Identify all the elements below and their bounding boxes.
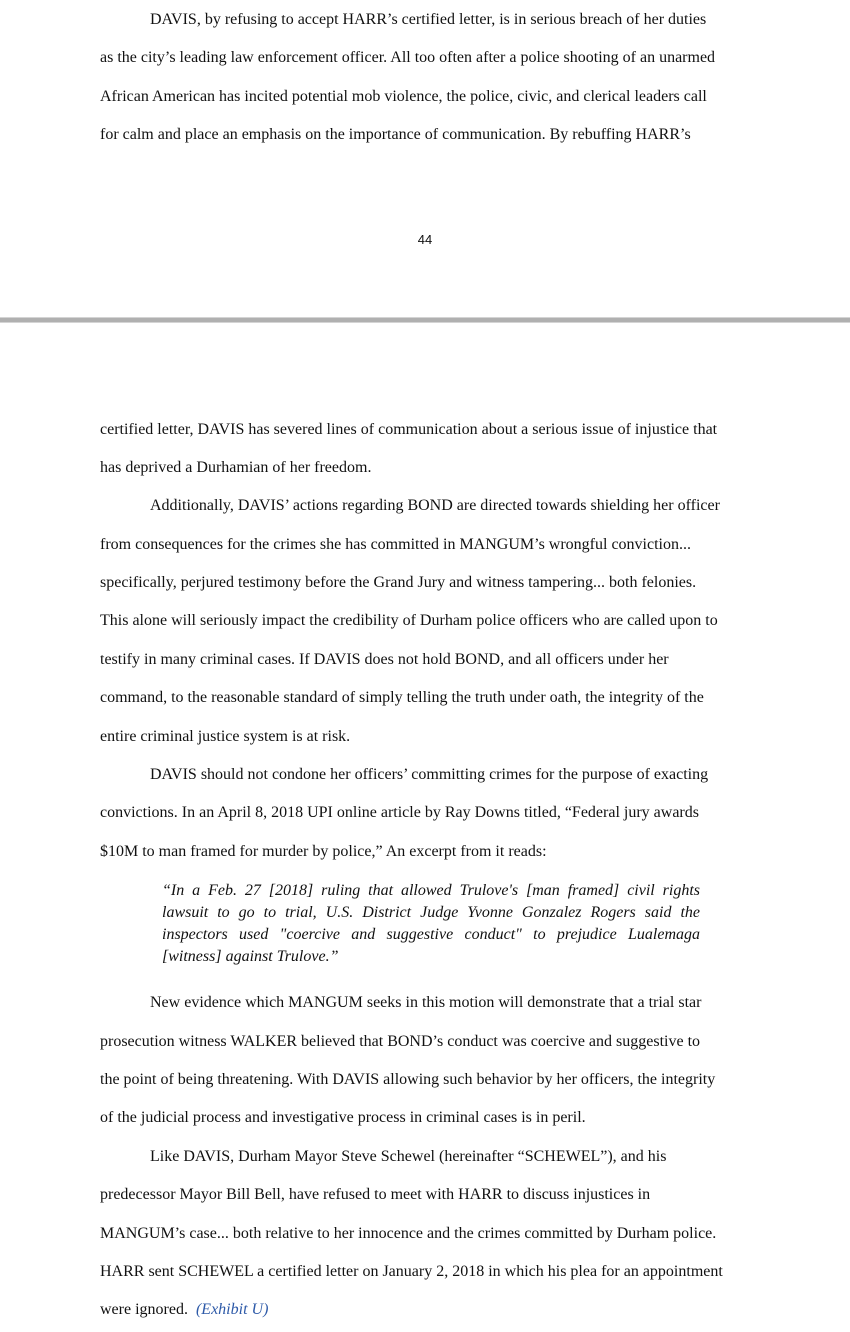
paragraph-line: convictions. In an April 8, 2018 UPI online article by Ray Downs titled, “Federal jury awards: [100, 804, 699, 821]
paragraph-line: specifically, perjured testimony before the Grand Jury and witness tampering... both felonies.: [100, 574, 697, 591]
paragraph-line: as the city’s leading law enforcement officer. All too often after a police shooting of an unarmed: [100, 49, 716, 66]
paragraph-line: Additionally, DAVIS’ actions regarding BOND are directed towards shielding her officer: [150, 497, 720, 514]
paragraph-line: This alone will seriously impact the credibility of Durham police officers who are called upon to: [100, 612, 718, 629]
paragraph-line: prosecution witness WALKER believed that BOND’s conduct was coercive and suggestive to: [100, 1033, 701, 1050]
paragraph-line: entire criminal justice system is at risk.: [100, 728, 351, 745]
paragraph-line: Like DAVIS, Durham Mayor Steve Schewel (hereinafter “SCHEWEL”), and his: [150, 1148, 667, 1165]
paragraph-text: were ignored.: [100, 1301, 188, 1318]
paragraph-line: HARR sent SCHEWEL a certified letter on January 2, 2018 in which his plea for an appointment: [100, 1263, 723, 1280]
paragraph-line: testify in many criminal cases. If DAVIS does not hold BOND, and all officers under her: [100, 651, 669, 668]
paragraph-line: $10M to man framed for murder by police,” An excerpt from it reads:: [100, 843, 547, 860]
block-quote: “In a Feb. 27 [2018] ruling that allowed Trulove's [man framed] civil rights lawsuit to go to trial, U.S. District Judge Yvonne Gonzalez Rogers said the inspectors used "coercive and suggestive conduct" to prejudice Lualemaga [witness] against Trulove.”: [162, 882, 700, 965]
page-divider: [0, 317, 850, 323]
page-number: 44: [417, 232, 433, 247]
paragraph-line: command, to the reasonable standard of simply telling the truth under oath, the integrity of the: [100, 689, 704, 706]
paragraph-line: for calm and place an emphasis on the importance of communication. By rebuffing HARR’s: [100, 126, 691, 143]
paragraph-line: DAVIS should not condone her officers’ committing crimes for the purpose of exacting: [150, 766, 709, 783]
paragraph-line: MANGUM’s case... both relative to her innocence and the crimes committed by Durham police.: [100, 1225, 717, 1242]
paragraph-line: [100, 1300, 268, 1320]
paragraph-line: African American has incited potential mob violence, the police, civic, and clerical leaders call: [100, 88, 707, 105]
paragraph-line: predecessor Mayor Bill Bell, have refused to meet with HARR to discuss injustices in: [100, 1186, 651, 1203]
paragraph-line: has deprived a Durhamian of her freedom.: [100, 459, 372, 476]
exhibit-link[interactable]: (Exhibit U): [195, 1301, 269, 1318]
paragraph-line: New evidence which MANGUM seeks in this motion will demonstrate that a trial star: [150, 994, 702, 1011]
paragraph-line: from consequences for the crimes she has committed in MANGUM’s wrongful conviction...: [100, 536, 691, 553]
paragraph-line: of the judicial process and investigative process in criminal cases is in peril.: [100, 1109, 586, 1126]
paragraph-line: certified letter, DAVIS has severed lines of communication about a serious issue of injustice that: [100, 421, 718, 438]
paragraph-line: the point of being threatening. With DAVIS allowing such behavior by her officers, the integrity: [100, 1071, 716, 1088]
paragraph-line: DAVIS, by refusing to accept HARR’s certified letter, is in serious breach of her duties: [150, 11, 707, 28]
